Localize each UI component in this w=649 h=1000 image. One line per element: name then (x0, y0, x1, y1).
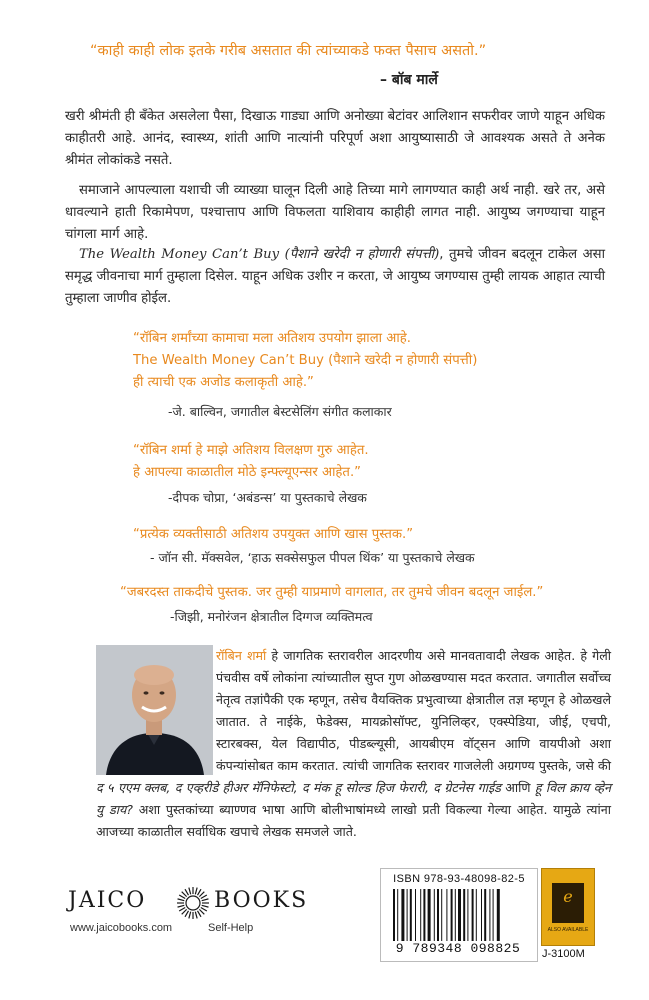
endorsement-3-attribution: - जॉन सी. मॅक्सवेल, ‘हाऊ सक्सेसफुल पीपल थिंक’ या पुस्तकाचे लेखक (150, 550, 475, 565)
isbn-text: ISBN 978-93-48098-82-5 (393, 873, 525, 885)
barcode-bar (497, 889, 500, 941)
paragraph-3-text: , तुमचे जीवन बदलून टाकेल असा समृद्ध जीवनाचा मार्ग तुम्हाला दिसेल. याहून अधिक उशीर न करता, जे आयुष्य जगण्यास तुम्ही लायक आहात त्याची तुम्हाला जाणीव होईल. (65, 247, 606, 306)
bio-and: आणि (500, 780, 535, 795)
publisher-word-1: JAICO (68, 888, 147, 913)
ebook-badge-inner (552, 883, 584, 923)
ebook-badge-caption: ALSO AVAILABLE (547, 927, 589, 933)
top-quote-attribution: – बॉब मार्ले (380, 72, 438, 88)
catalog-code: J-3100M (542, 948, 585, 960)
sun-ray (195, 912, 197, 919)
bio-text-2: अशा पुस्तकांच्या ब्याण्णव भाषा आणि बोलीभाषांमध्ये लाखो प्रती विकल्या गेल्या आहेत. यामुळे त्यांना आजच्या काळातील सर्वाधिक खपाचे लेखक समजले जाते. (96, 802, 611, 839)
barcode-bar (407, 889, 408, 941)
barcode-bar (434, 889, 435, 941)
endorsement-4 (120, 582, 600, 604)
barcode-bar (451, 889, 453, 941)
sun-ray (198, 889, 202, 895)
barcode-bar (481, 889, 482, 941)
barcode-bar (397, 889, 398, 941)
sun-ray (179, 895, 185, 899)
endorsement-line: हे आपल्या काळातील मोठे इन्फ्ल्यूएन्सर आहेत.” (133, 465, 361, 480)
barcode-bar (455, 889, 456, 941)
barcode-bar (437, 889, 439, 941)
sun-emblem-icon (176, 886, 210, 920)
paragraph-3 (65, 244, 605, 310)
barcode-bar (484, 889, 486, 941)
publisher-word-2: BOOKS (214, 888, 309, 913)
barcode-bar (476, 889, 477, 941)
sun-ray (185, 889, 189, 895)
barcode-bar (420, 889, 421, 941)
endorsement-3 (133, 524, 613, 546)
ebook-badge-letter: e (563, 887, 573, 906)
bio-book-last: हू विल क्राय व्हेन यु डाय? (96, 780, 611, 817)
endorsement-line: “रॉबिन शर्मा हे माझे अतिशय विलक्षण गुरु आहेत. (133, 443, 369, 458)
endorsement-line: “प्रत्येक व्यक्तीसाठी अतिशय उपयुक्त आणि खास पुस्तक.” (133, 527, 414, 542)
sun-ray (178, 905, 185, 907)
barcode-icon (393, 889, 525, 941)
top-quote: “काही काही लोक इतके गरीब असतात की त्यांच्याकडे फक्त पैसाच असतो.” (90, 43, 487, 59)
sun-ray (199, 909, 204, 914)
endorsement-line: “जबरदस्त ताकदीचे पुस्तक. जर तुम्ही याप्रमाणे वागलात, तर तुमचे जीवन बदलून जाईल.” (120, 585, 544, 600)
endorsement-2 (133, 440, 613, 484)
endorsement-1 (133, 328, 613, 394)
paragraph-2: समाजाने आपल्याला यशाची जी व्याख्या घालून दिली आहे तिच्या मागे लागण्यात काही अर्थ नाही. खरे तर, असे धावल्याने हाती रिकामेपण, पश्चात्ताप आणि विफलता याशिवाय काहीही लागत नाही. आयुष्य जगण्याचा याहून चांगला मार्ग आहे. (65, 183, 605, 242)
sun-ray (202, 899, 209, 901)
sun-ray (201, 908, 207, 912)
author-name: रॉबिन शर्मा (216, 648, 267, 663)
barcode-bar (428, 889, 431, 941)
barcode-block (380, 868, 538, 962)
sun-ray (198, 911, 202, 917)
endorsement-line: “रॉबिन शर्मांच्या कामाचा मला अतिशय उपयोग झाला आहे. (133, 331, 411, 346)
barcode-bar (410, 889, 412, 941)
barcode-bar (423, 889, 425, 941)
barcode-bar (441, 889, 442, 941)
barcode-bar (458, 889, 461, 941)
bio-books: द ५ एएम क्लब, द एव्हरीडे हीअर मॅनिफेस्टो, द मंक हू सोल्ड हिज फेरारी, द ग्रेटनेस गाईड (96, 780, 501, 795)
barcode-bar (493, 889, 494, 941)
sun-ray (185, 911, 189, 917)
sun-ray (189, 912, 191, 919)
book-title-english: The Wealth Money Can’t Buy (79, 247, 280, 262)
barcode-bar (401, 889, 404, 941)
barcode-digits: 9 789348 098825 (395, 941, 521, 956)
endorsement-line: ही त्याची एक अजोड कलाकृती आहे.” (133, 375, 314, 390)
barcode-bar (415, 889, 416, 941)
paragraph-1: खरी श्रीमंती ही बँकेत असलेला पैसा, दिखाऊ गाड्या आणि अनोख्या बेटांवर आलिशान सफरीवर जाणे याहून अधिक काहीतरी आहे. आनंद, स्वास्थ्य, शांती आणि नात्यांनी परिपूर्ण अशा आयुष्यासाठी जे आवश्यक असते ते अनेक श्रीमंत लोकांकडे नसते. (65, 109, 605, 168)
endorsement-1-attribution: -जे. बाल्विन, जगातील बेस्टसेलिंग संगीत कलाकार (168, 404, 392, 419)
book-title-marathi: (पैशाने खरेदी न होणारी संपत्ती) (284, 247, 440, 262)
sun-ray (179, 908, 185, 912)
endorsement-4-attribution: -जिझी, मनोरंजन क्षेत्रातील दिग्गज व्यक्तिमत्व (170, 609, 373, 624)
sun-ray (202, 905, 209, 907)
barcode-bar (472, 889, 474, 941)
book-category: Self-Help (208, 922, 254, 934)
sun-ray (195, 888, 197, 895)
barcode-bar (467, 889, 468, 941)
sun-ray (201, 895, 207, 899)
publisher-website: www.jaicobooks.com (70, 922, 173, 934)
sun-ray (182, 909, 187, 914)
sun-ray (199, 892, 204, 897)
publisher-logo (68, 888, 338, 922)
barcode-bar (463, 889, 465, 941)
endorsement-line: The Wealth Money Can’t Buy (पैशाने खरेदी न होणारी संपत्ती) (133, 353, 478, 368)
sun-ray (189, 888, 191, 895)
sun-ray (178, 899, 185, 901)
ebook-badge (541, 868, 595, 946)
barcode-bar (489, 889, 490, 941)
endorsement-2-attribution: -दीपक चोप्रा, ‘अबंडन्स’ या पुस्तकाचे लेखक (168, 490, 367, 505)
author-bio (96, 645, 611, 843)
sun-ray (182, 892, 187, 897)
barcode-bar (446, 889, 447, 941)
barcode-bar (393, 889, 395, 941)
bio-text-1: हे जागतिक स्तरावरील आदरणीय असे मानवतावादी लेखक आहेत. हे गेली पंचवीस वर्षे लोकांना त्यांच्यातील सुप्त गुण ओळखण्यास मदत करतात. जगातील सर्वोच्च नेतृत्व तज्ञांपैकी एक म्हणून, तसेच वैयक्तिक प्रभुत्वाच्या क्षेत्रातील तज्ञ म्हणून हे ओळखले जातात. ते नाईके, फेडेक्स, मायक्रोसॉफ्ट, युनिलिव्हर, एक्स्पेडिया, जीई, एचपी, स्टारबक्स, येल विद्यापीठ, पीडब्ल्यूसी, आयबीएम वॉट्सन आणि वायपीओ अशा कंपन्यांसोबत काम करतात. त्यांची जागतिक स्तरावर गाजलेली अग्रगण्य पुस्तके, जसे की (216, 648, 611, 773)
